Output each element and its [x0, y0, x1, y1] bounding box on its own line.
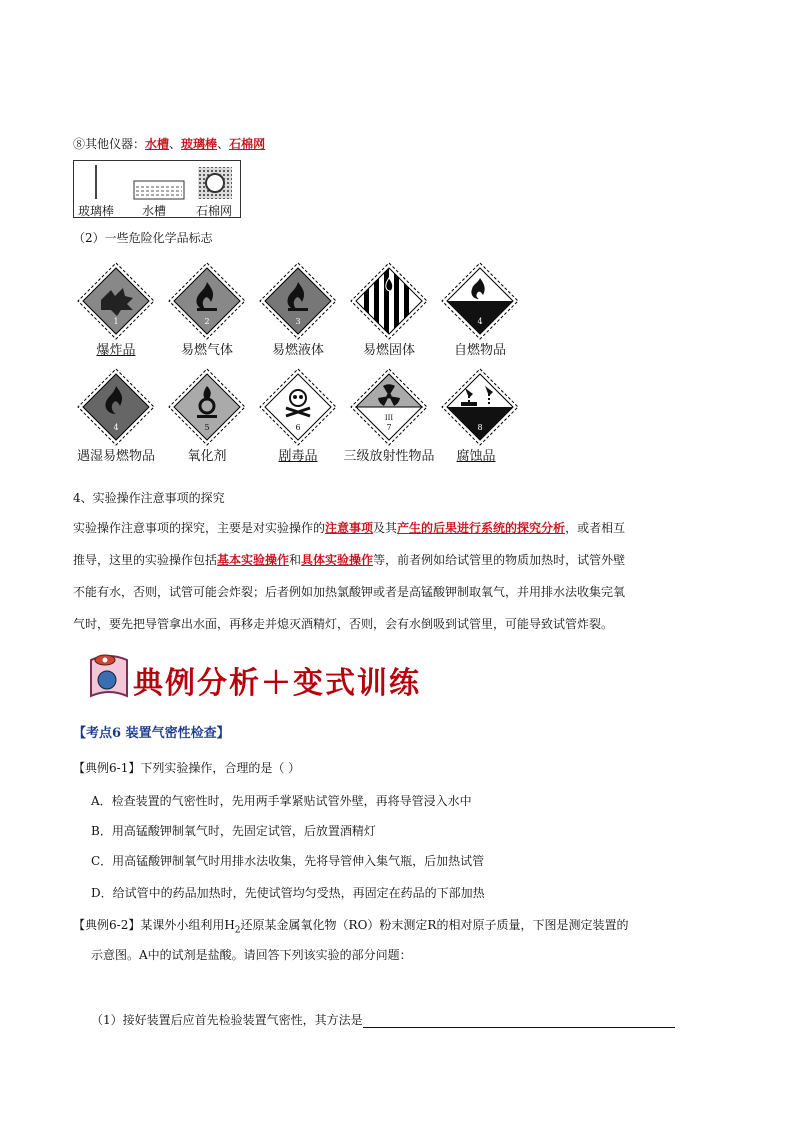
flammable-gas-icon	[168, 262, 246, 340]
svg-text:4: 4	[113, 423, 119, 432]
svg-text:5: 5	[204, 423, 210, 432]
instruments-line: ⑧其他仪器：水槽、玻璃棒、石棉网	[73, 137, 266, 151]
section4-line3: 不能有水，否则，试管可能会炸裂；后者例如加热氯酸钾或者是高锰酸钾制取氧气，并用排水法收集完氧	[73, 585, 626, 599]
example1-option-d: D．给试管中的药品加热时，先使试管均匀受热，再固定在药品的下部加热	[91, 886, 485, 900]
svg-text:3: 3	[295, 317, 301, 326]
hazard-title: （2）一些危险化学品标志	[73, 231, 213, 245]
corrosive-icon	[441, 368, 519, 446]
example1-option-c: C．用高锰酸钾制氧气时用排水法收集，先将导管伸入集气瓶，后加热试管	[91, 854, 485, 868]
asbestos-net-icon	[198, 167, 232, 199]
oxidizer-icon	[168, 368, 246, 446]
instrument-water-tank: 水槽	[145, 137, 170, 151]
kaodian-title: 【考点6 装置气密性检查】	[73, 726, 230, 741]
spontaneous-combustion-icon	[441, 262, 519, 340]
toxic-skull-icon	[259, 368, 337, 446]
svg-text:2: 2	[204, 317, 210, 326]
radioactive-icon	[350, 368, 428, 446]
hazard-label-4: 自燃物品	[453, 343, 506, 358]
label-glass-rod: 玻璃棒	[78, 204, 115, 218]
instrument-glass-rod: 玻璃棒	[181, 137, 218, 151]
svg-text:1: 1	[113, 317, 119, 326]
svg-text:7: 7	[386, 423, 392, 432]
hazard-label-9: 腐蚀品	[456, 449, 496, 464]
hazard-label-2: 易燃液体	[271, 343, 324, 358]
label-water-tank: 水槽	[142, 204, 167, 218]
dangerous-when-wet-icon	[77, 368, 155, 446]
hazard-label-1: 易燃气体	[180, 343, 233, 358]
example1-option-b: B．用高锰酸钾制氧气时，先固定试管，后放置酒精灯	[91, 824, 376, 838]
instrument-asbestos-net: 石棉网	[229, 137, 266, 151]
hazard-label-3: 易燃固体	[362, 343, 415, 358]
water-tank-icon	[134, 181, 184, 199]
svg-text:6: 6	[295, 423, 301, 432]
example1-head: 【典例6-1】下列实验操作，合理的是（ ）	[73, 761, 301, 775]
example2-head: 【典例6-2】某课外小组利用$H_2$还原某金属氧化物（RO）粉末测定R的相对原子质量，下图是测定装置的	[73, 918, 629, 936]
section4-title: 4、实验操作注意事项的探究	[73, 491, 225, 505]
section4-line4: 气时，要先把导管拿出水面，再移走并熄灭酒精灯，否则，会有水倒吸到试管里，可能导致试管炸裂。	[73, 617, 614, 631]
section4-line1: 实验操作注意事项的探究，主要是对实验操作的注意事项及其产生的后果进行系统的探究分析，或者相互	[73, 521, 626, 535]
flammable-solid-icon	[350, 262, 428, 340]
banner	[87, 650, 421, 708]
hazard-label-8: 三级放射性物品	[343, 449, 435, 464]
example2-line2: 示意图。A中的试剂是盐酸。请回答下列该实验的部分问题：	[91, 948, 412, 962]
hazard-label-5: 遇湿易燃物品	[76, 449, 155, 464]
flammable-liquid-icon	[259, 262, 337, 340]
example2-q1: （1）接好装置后应首先检验装置气密性，其方法是	[91, 1012, 675, 1028]
answer-blank[interactable]	[363, 1014, 675, 1028]
svg-text:III: III	[384, 414, 394, 422]
explosive-icon	[77, 262, 155, 340]
hazard-label-6: 氧化剂	[187, 449, 227, 464]
section4-line2: 推导，这里的实验操作包括基本实验操作和具体实验操作等，前者例如给试管里的物质加热时，试管外壁	[73, 553, 626, 567]
instruments-figure	[73, 160, 241, 218]
section4-body	[73, 512, 723, 640]
svg-text:4: 4	[477, 317, 483, 326]
hazard-label-0: 爆炸品	[96, 343, 136, 358]
scroll-logo-icon	[91, 655, 127, 696]
label-asbestos-net: 石棉网	[196, 204, 233, 218]
example1-option-a: A．检查装置的气密性时，先用两手掌紧贴试管外壁，再将导管浸入水中	[91, 794, 472, 808]
svg-text:8: 8	[477, 423, 483, 432]
hazard-label-7: 剧毒品	[278, 449, 318, 464]
banner-text: 典例分析＋变式训练	[133, 666, 421, 701]
